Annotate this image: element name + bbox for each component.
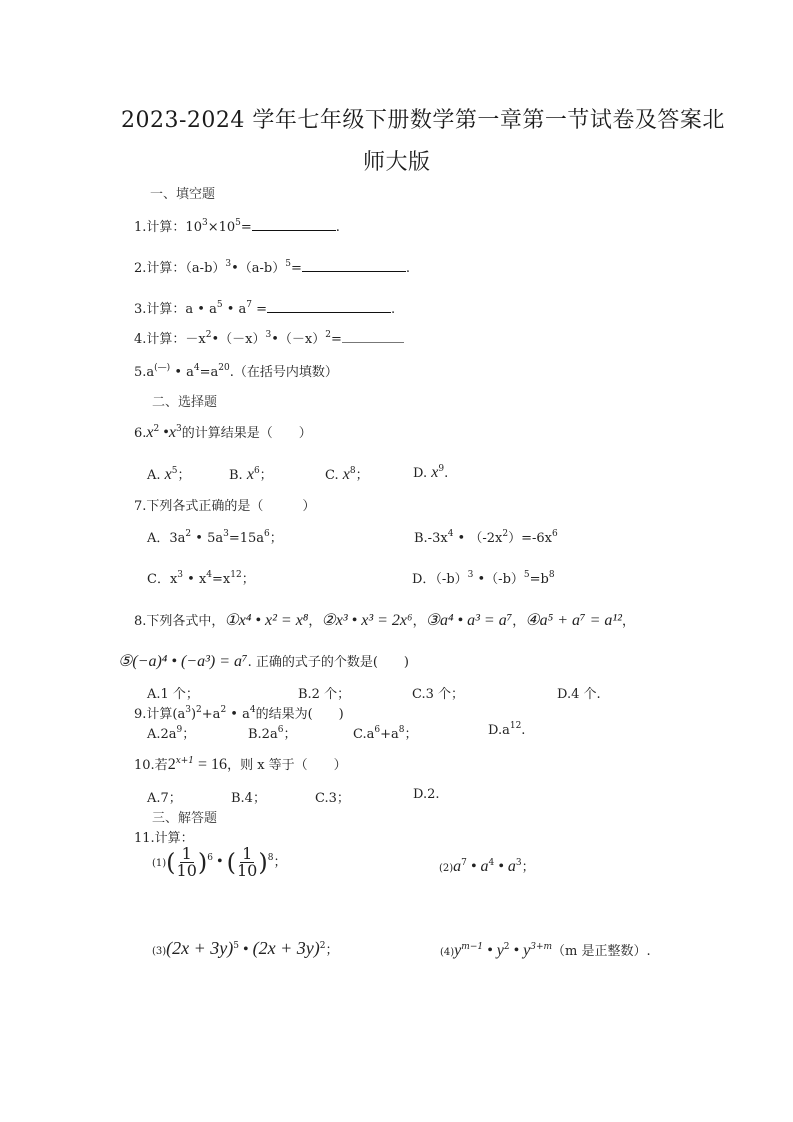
page-title-line1: 2023-2024 学年七年级下册数学第一章第一节试卷及答案北 (121, 108, 725, 133)
q7-option-d[interactable]: D．$(-b)^3$ $•(-b)^5=b^8$ (412, 570, 555, 587)
question-10: 10.若$2^{x+1} = 16$，则 x 等于（ ） (134, 756, 347, 773)
question-5: 5.a(—) • $a^4=a^{20}$.（在括号内填数） (134, 363, 338, 380)
q7-option-c[interactable]: C．$x^3$ • $x^4=x^{12}$； (147, 570, 255, 587)
question-9: 9.计算$(a^3)^2+a^2$ • $a^4$的结果为( ) (134, 705, 344, 722)
answer-blank-5[interactable]: (—) (154, 363, 171, 373)
q8-option-b[interactable]: B.2 个； (298, 687, 351, 702)
question-7: 7.下列各式正确的是（ ） (134, 499, 316, 514)
question-11: 11.计算： (134, 831, 194, 846)
q11-part-4: $(4)y^{m-1}$ • $y^2$ • $y^{3+m}(m$ 是正整数）. (440, 942, 651, 959)
question-1: 1.计算：$10^3\times 10^5=$ . (134, 218, 340, 235)
section-solve: 三、解答题 (152, 811, 218, 826)
q7-option-b[interactable]: $B.-3x^4$ • $(-2x^2)=-6x^6$ (414, 529, 558, 546)
q6-option-a[interactable]: A. $x^5$； (147, 466, 191, 483)
page-title-line2: 师大版 (363, 150, 431, 175)
q10-option-c[interactable]: C.3； (315, 791, 350, 806)
question-8-line1: 8.下列各式中，①x⁴ • x² = x⁸，②x³ • x³ = 2x⁶，③a⁴ • a³ = a⁷，④a⁵ + a⁷ = a¹²， (134, 612, 635, 629)
question-6: $6.x^2$ $•x^3$的计算结果是（ ） (134, 424, 312, 441)
q8-option-c[interactable]: C.3 个； (412, 687, 465, 702)
question-3: 3.计算：a • $a^5$ • $a^7$ = . (134, 300, 396, 317)
q6-option-c[interactable]: C. $x^8$； (325, 466, 369, 483)
q10-option-d[interactable]: D.2. (413, 787, 440, 802)
question-2: 2.计算：$(a-b)^3•(a-b)^5=$ . (134, 259, 411, 276)
section-multiple-choice: 二、选择题 (152, 395, 218, 410)
q10-option-a[interactable]: A.7； (147, 791, 182, 806)
q11-part-1: (1)( $\frac{1}{10}$ )$^6$ • ( $\frac{1}{10}$ )$^8$； (152, 844, 287, 880)
answer-blank-4[interactable] (342, 330, 404, 343)
q6-option-b[interactable]: B. $x^6$； (229, 466, 273, 483)
answer-blank-3[interactable] (267, 300, 391, 313)
q9-option-a[interactable]: $A.2a^9$； (147, 725, 196, 742)
section-fill-in: 一、填空题 (150, 187, 216, 202)
question-4: 4.计算：$-x^2•(-x)^3•(-x)^2=$ (134, 328, 404, 347)
q6-option-d[interactable]: D. $x^9$. (413, 464, 449, 481)
q9-option-b[interactable]: $B.2a^6$； (248, 725, 297, 742)
q8-option-d[interactable]: D.4 个. (557, 687, 601, 702)
q9-option-c[interactable]: $C.a^6+a^8$； (353, 725, 418, 742)
q8-option-a[interactable]: A.1 个； (147, 687, 199, 702)
q10-option-b[interactable]: B.4； (231, 791, 266, 806)
q11-part-2: $(2)a^7$ • $a^4$ • $a^3$； (439, 858, 535, 875)
q7-option-a[interactable]: A．$3a^2$ • $5a^3=15a^6$； (147, 529, 283, 546)
answer-blank-2[interactable] (302, 259, 406, 272)
q9-option-d[interactable]: $D.a^{12}$. (488, 721, 526, 738)
answer-blank-1[interactable] (252, 218, 336, 231)
q11-part-3: $(3)(2x + 3y)^5$ • $(2x + 3y)^2$； (152, 938, 339, 958)
question-8-line2: ⑤(−a)⁴ • (−a³) = a⁷. 正确的式子的个数是( ) (118, 653, 409, 670)
